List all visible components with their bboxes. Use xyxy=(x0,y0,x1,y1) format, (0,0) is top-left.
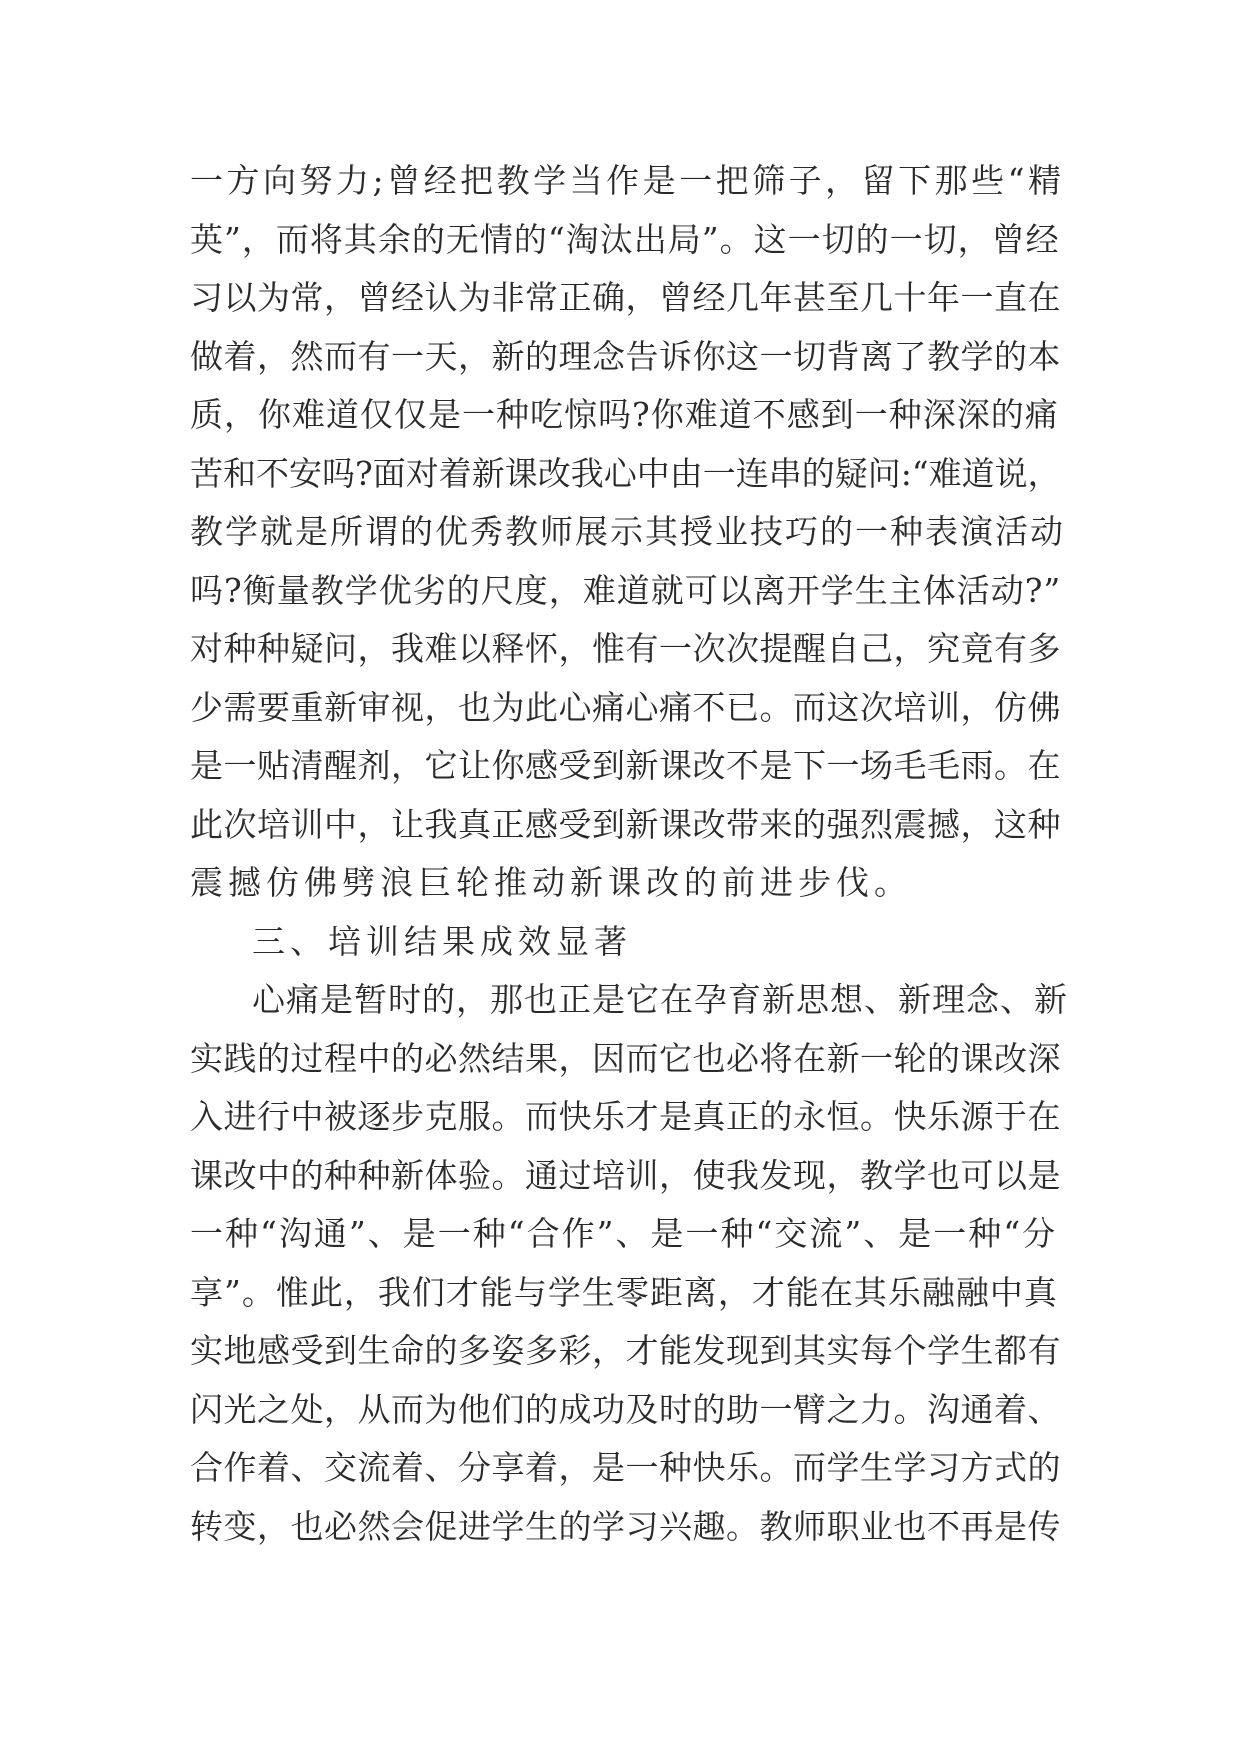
text-line: 实地感受到生命的多姿多彩，才能发现到其实每个学生都有 xyxy=(190,1331,1061,1370)
text-line: 对种种疑问，我难以释怀，惟有一次次提醒自己，究竟有多 xyxy=(190,629,1061,668)
text-line: 习以为常，曾经认为非常正确，曾经几年甚至几十年一直在 xyxy=(190,278,1061,317)
text-line: 吗?衡量教学优劣的尺度，难道就可以离开学生主体活动?” xyxy=(190,570,1062,610)
text-line: 做着，然而有一天，新的理念告诉你这一切背离了教学的本 xyxy=(190,336,1061,376)
text-line: 入进行中被逐步克服。而快乐才是真正的永恒。快乐源于在 xyxy=(190,1097,1061,1136)
text-line: 教学就是所谓的优秀教师展示其授业技巧的一种表演活动 xyxy=(190,512,1065,551)
text-line: 课改中的种种新体验。通过培训，使我发现，教学也可以是 xyxy=(190,1155,1061,1195)
text-line: 享”。惟此，我们才能与学生零距离，才能在其乐融融中真 xyxy=(190,1272,1058,1312)
text-line: 一种“沟通”、是一种“合作”、是一种“交流”、是一种“分 xyxy=(190,1214,1058,1253)
text-line: 苦和不安吗?面对着新课改我心中由一连串的疑问:“难道说， xyxy=(190,453,1061,493)
text-line: 少需要重新审视，也为此心痛心痛不已。而这次培训，仿佛 xyxy=(190,687,1061,727)
text-line: 转变，也必然会促进学生的学习兴趣。教师职业也不再是传 xyxy=(190,1506,1061,1546)
text-line: 是一贴清醒剂，它让你感受到新课改不是下一场毛毛雨。在 xyxy=(190,746,1061,785)
text-line: 三、培训结果成效显著 xyxy=(252,921,632,961)
text-line: 震撼仿佛劈浪巨轮推动新课改的前进步伐。 xyxy=(190,863,912,902)
text-line: 质，你难道仅仅是一种吃惊吗?你难道不感到一种深深的痛 xyxy=(190,395,1059,434)
text-line: 合作着、交流着、分享着，是一种快乐。而学生学习方式的 xyxy=(190,1448,1061,1487)
document-body xyxy=(190,152,1070,1556)
text-line: 英”，而将其余的无情的“淘汰出局”。这一切的一切，曾经 xyxy=(190,219,1060,259)
text-line: 心痛是暂时的，那也正是它在孕育新思想、新理念、新 xyxy=(252,980,1068,1019)
text-line: 一方向努力;曾经把教学当作是一把筛子，留下那些“精 xyxy=(190,161,1065,200)
text-line: 闪光之处，从而为他们的成功及时的助一臂之力。沟通着、 xyxy=(190,1389,1061,1429)
text-line: 此次培训中，让我真正感受到新课改带来的强烈震撼，这种 xyxy=(190,804,1061,844)
text-line: 实践的过程中的必然结果，因而它也必将在新一轮的课改深 xyxy=(190,1038,1061,1078)
